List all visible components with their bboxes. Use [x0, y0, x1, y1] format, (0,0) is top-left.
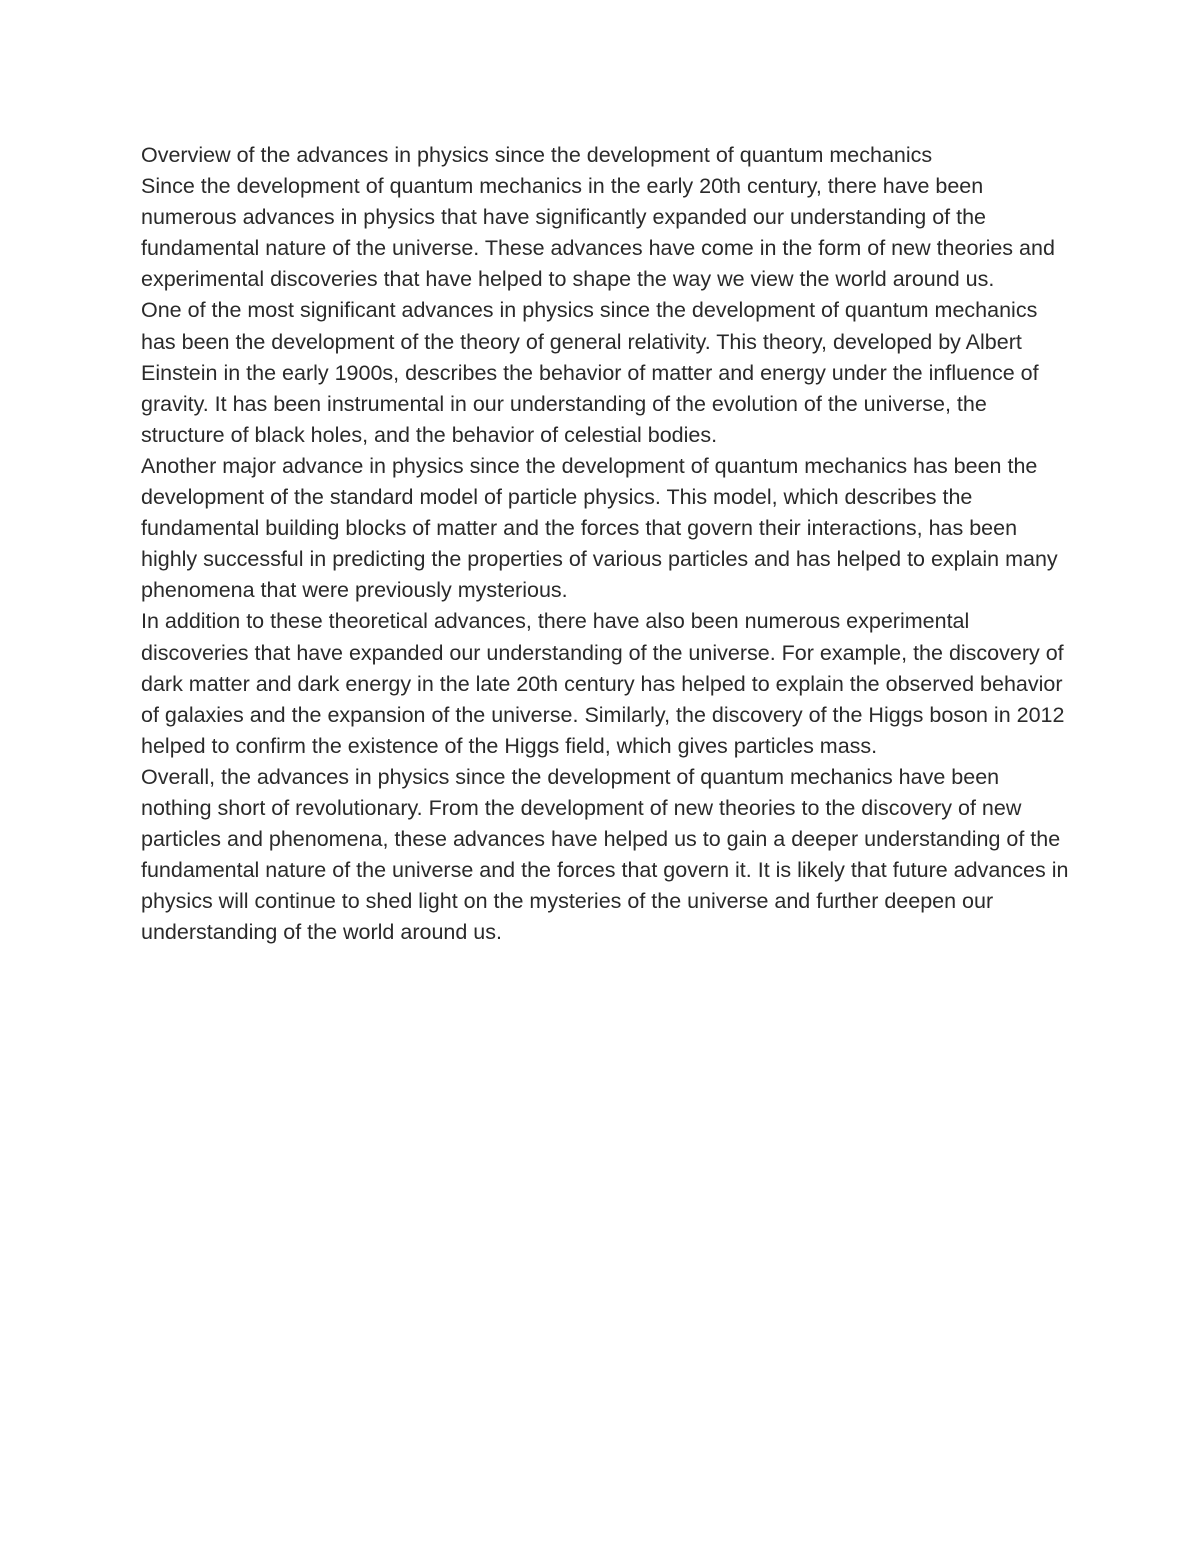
paragraph-3: Another major advance in physics since the development of quantum mechanics has been the development of the standard model of particle physics. This model, which describes the fundamental building blocks of matter and the forces that govern their interactions, has been highly successful in predicting the properties of various particles and has helped to explain many phenomena that were previously mysterious. [141, 453, 1058, 603]
document-title: Overview of the advances in physics since the development of quantum mechanics [141, 143, 933, 167]
paragraph-5: Overall, the advances in physics since the development of quantum mechanics have been nothing short of revolutionary. From the development of new theories to the discovery of new particles and phenomena, these advances have helped us to gain a deeper understanding of the fundamental nature of the universe and the forces that govern it. It is likely that future advances in physics will continue to shed light on the mysteries of the universe and further deepen our understanding of the world around us. [141, 764, 1069, 945]
paragraph-4: In addition to these theoretical advances, there have also been numerous experimental discoveries that have expanded our understanding of the universe. For example, the discovery of dark matter and dark energy in the late 20th century has helped to explain the observed behavior of galaxies and the expansion of the universe. Similarly, the discovery of the Higgs boson in 2012 helped to confirm the existence of the Higgs field, which gives particles mass. [141, 609, 1065, 758]
paragraph-1: Since the development of quantum mechanics in the early 20th century, there have been numerous advances in physics that have significantly expanded our understanding of the fundamental nature of the universe. These advances have come in the form of new theories and experimental discoveries that have helped to shape the way we view the world around us. [141, 174, 1055, 292]
paragraph-2: One of the most significant advances in physics since the development of quantum mechanics has been the development of the theory of general relativity. This theory, developed by Albert Einstein in the early 1900s, describes the behavior of matter and energy under the influence of gravity. It has been instrumental in our understanding of the evolution of the universe, the structure of black holes, and the behavior of celestial bodies. [141, 298, 1039, 447]
document-body [141, 140, 1071, 948]
